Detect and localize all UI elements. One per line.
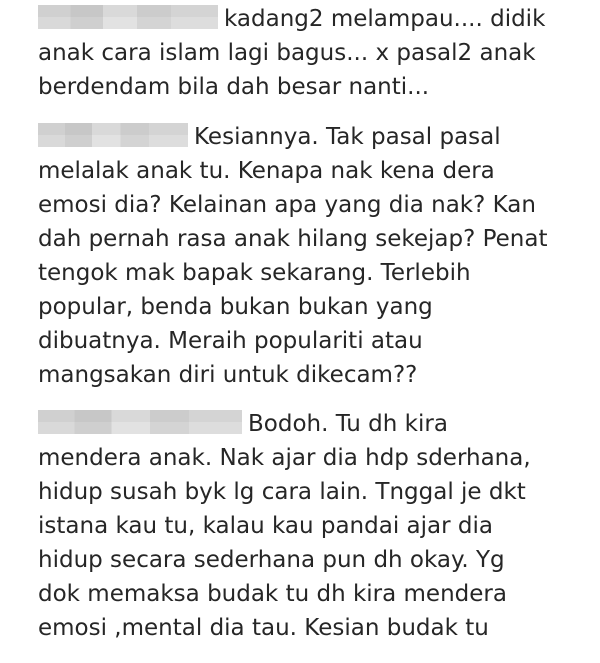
comment-line: hidup susah byk lg cara lain. Tnggal je dkt: [38, 479, 526, 505]
comment-line: popular, benda bukan bukan yang: [38, 294, 433, 320]
comment-line: mangsakan diri untuk dikecam??: [38, 362, 418, 388]
comment-line: [38, 2, 594, 36]
comment-line: anak cara islam lagi bagus... x pasal2 anak: [38, 40, 536, 66]
comment-2: [38, 120, 594, 392]
comment-text: kadang2 melampau.... didik: [224, 6, 546, 32]
blurred-username: [38, 123, 188, 147]
comment-line: mendera anak. Nak ajar dia hdp sderhana,: [38, 445, 531, 471]
comment-line: dah pernah rasa anak hilang sekejap? Penat: [38, 226, 548, 252]
comment-line: [38, 120, 594, 154]
comment-line: dibuatnya. Meraih populariti atau: [38, 328, 423, 354]
blurred-username: [38, 410, 242, 434]
comment-3: [38, 407, 594, 645]
comment-line: istana kau tu, kalau kau pandai ajar dia: [38, 513, 493, 539]
comment-1: [38, 2, 594, 104]
comment-text: Kesiannya. Tak pasal pasal: [194, 124, 501, 150]
comment-line: emosi dia? Kelainan apa yang dia nak? Kan: [38, 192, 536, 218]
blurred-username: [38, 5, 218, 29]
comment-line: berdendam bila dah besar nanti...: [38, 74, 430, 100]
comment-line: hidup secara sederhana pun dh okay. Yg: [38, 547, 505, 573]
comment-line: dok memaksa budak tu dh kira mendera: [38, 581, 507, 607]
comment-line: melalak anak tu. Kenapa nak kena dera: [38, 158, 495, 184]
comment-text: Bodoh. Tu dh kira: [248, 411, 448, 437]
comment-line: emosi ,mental dia tau. Kesian budak tu: [38, 615, 489, 641]
comment-line: tengok mak bapak sekarang. Terlebih: [38, 260, 471, 286]
comment-line: [38, 407, 594, 441]
